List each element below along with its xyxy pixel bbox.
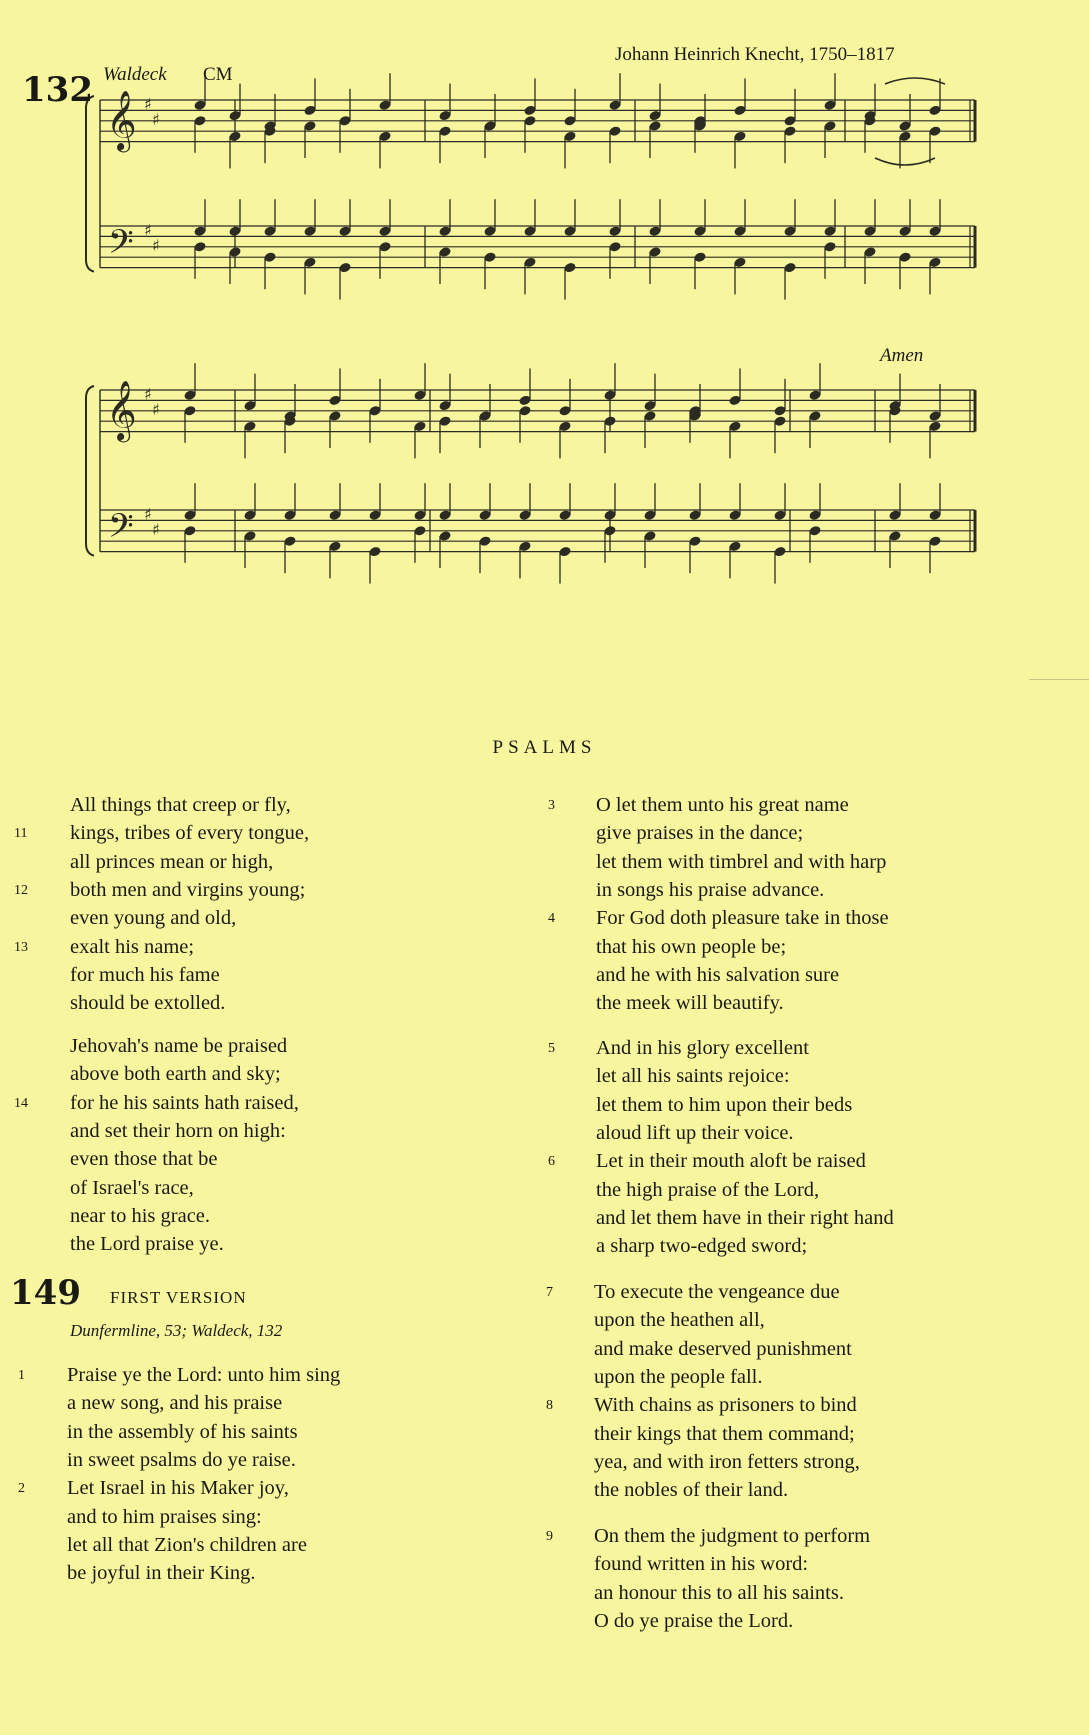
verse-number: 14 [14,1096,28,1111]
sharp-icon: ♯ [152,109,160,129]
verse-line: in sweet psalms do ye raise. [67,1449,296,1471]
verse-line: kings, tribes of every tongue, [70,822,310,844]
verse-line: an honour this to all his saints. [594,1582,844,1604]
verse-line: both men and virgins young; [70,879,306,901]
verse-line: upon the heathen all, [594,1309,765,1331]
verse-line: yea, and with iron fetters strong, [594,1451,860,1473]
verse-line: of Israel's race, [70,1177,194,1199]
system-brace [86,96,94,272]
verse-line: a sharp two-edged sword; [596,1235,808,1257]
verse-line: all princes mean or high, [70,851,274,873]
sharp-icon: ♯ [144,384,152,404]
verse-number: 6 [548,1154,555,1169]
verse-line: in songs his praise advance. [596,879,825,901]
verse-line: that his own people be; [596,936,787,958]
verse-line: O let them unto his great name [596,794,849,816]
tie [885,78,945,84]
verse-line: For God doth pleasure take in those [596,907,889,929]
verse-number: 1 [18,1368,25,1383]
sharp-icon: ♯ [144,220,152,240]
verse-number: 8 [546,1398,553,1413]
verse-line: give praises in the dance; [596,822,804,844]
verse-line: let them with timbrel and with harp [596,851,887,873]
verse-line: found written in his word: [594,1553,809,1575]
verse-line: and to him praises sing: [67,1506,262,1528]
verse-number: 7 [546,1285,553,1300]
verse-line: All things that creep or fly, [70,794,291,816]
verse-line: O do ye praise the Lord. [594,1610,794,1632]
verse-line: the high praise of the Lord, [596,1179,820,1201]
verse-line: let all that Zion's children are [67,1534,307,1556]
psalm-number: 149 [10,1273,81,1313]
verse-line: Let in their mouth aloft be raised [596,1150,866,1172]
verse-line: And in his glory excellent [596,1037,809,1059]
sharp-icon: ♯ [144,94,152,114]
verse-line: for he his saints hath raised, [70,1092,299,1114]
composer-credit: Johann Heinrich Knecht, 1750–1817 [615,44,895,65]
verse-line: the nobles of their land. [594,1479,789,1501]
section-header: PSALMS [492,737,597,758]
system-brace [86,386,94,556]
verse-line: aloud lift up their voice. [596,1122,794,1144]
sharp-icon: ♯ [144,504,152,524]
verse-line: upon the people fall. [594,1366,763,1388]
verse-line: near to his grace. [70,1205,211,1227]
amen-label: Amen [880,345,924,366]
tune-name: Waldeck [103,64,167,85]
verse-number: 12 [14,883,28,898]
verse-line: With chains as prisoners to bind [594,1394,857,1416]
verse-number: 4 [548,911,555,926]
meter-label: CM [203,64,233,85]
verse-line: above both earth and sky; [70,1063,281,1085]
verse-line: Let Israel in his Maker joy, [67,1477,289,1499]
verse-line: To execute the vengeance due [594,1281,840,1303]
verse-line: On them the judgment to perform [594,1525,871,1547]
verse-line: and set their horn on high: [70,1120,286,1142]
sharp-icon: ♯ [152,235,160,255]
verse-number: 9 [546,1529,553,1544]
verse-line: exalt his name; [70,936,195,958]
bass-clef-icon: 𝄢 [108,223,134,270]
verse-number: 5 [548,1041,555,1056]
verse-line: for much his fame [70,964,220,986]
verse-line: Praise ye the Lord: unto him sing [67,1364,341,1386]
sharp-icon: ♯ [152,519,160,539]
verse-line: should be extolled. [70,992,226,1014]
page-edge-mark [1029,679,1089,680]
verse-line: in the assembly of his saints [67,1421,298,1443]
verse-line: a new song, and his praise [67,1392,283,1414]
verse-line: let them to him upon their beds [596,1094,853,1116]
verse-line: Jehovah's name be praised [70,1035,288,1057]
verse-number: 2 [18,1481,25,1496]
verse-line: and let them have in their right hand [596,1207,894,1229]
psalm-tune-references: Dunfermline, 53; Waldeck, 132 [70,1321,283,1340]
verse-line: even young and old, [70,907,237,929]
treble-clef-icon: 𝄞 [106,380,137,441]
tie [875,158,935,165]
psalm-version: FIRST VERSION [110,1288,247,1307]
sharp-icon: ♯ [152,399,160,419]
verse-number: 11 [14,826,28,841]
hymn-number: 132 [22,70,93,110]
verse-number: 3 [548,798,555,813]
verse-number: 13 [14,940,28,955]
verse-line: the meek will beautify. [596,992,784,1014]
treble-clef-icon: 𝄞 [106,90,137,151]
verse-line: even those that be [70,1148,218,1170]
verse-line: and he with his salvation sure [596,964,840,986]
bass-clef-icon: 𝄢 [108,507,134,554]
verse-line: and make deserved punishment [594,1338,852,1360]
verse-line: be joyful in their King. [67,1562,256,1584]
verse-line: let all his saints rejoice: [596,1065,790,1087]
verse-line: their kings that them command; [594,1423,855,1445]
verse-line: the Lord praise ye. [70,1233,224,1255]
music-score [0,0,1089,620]
